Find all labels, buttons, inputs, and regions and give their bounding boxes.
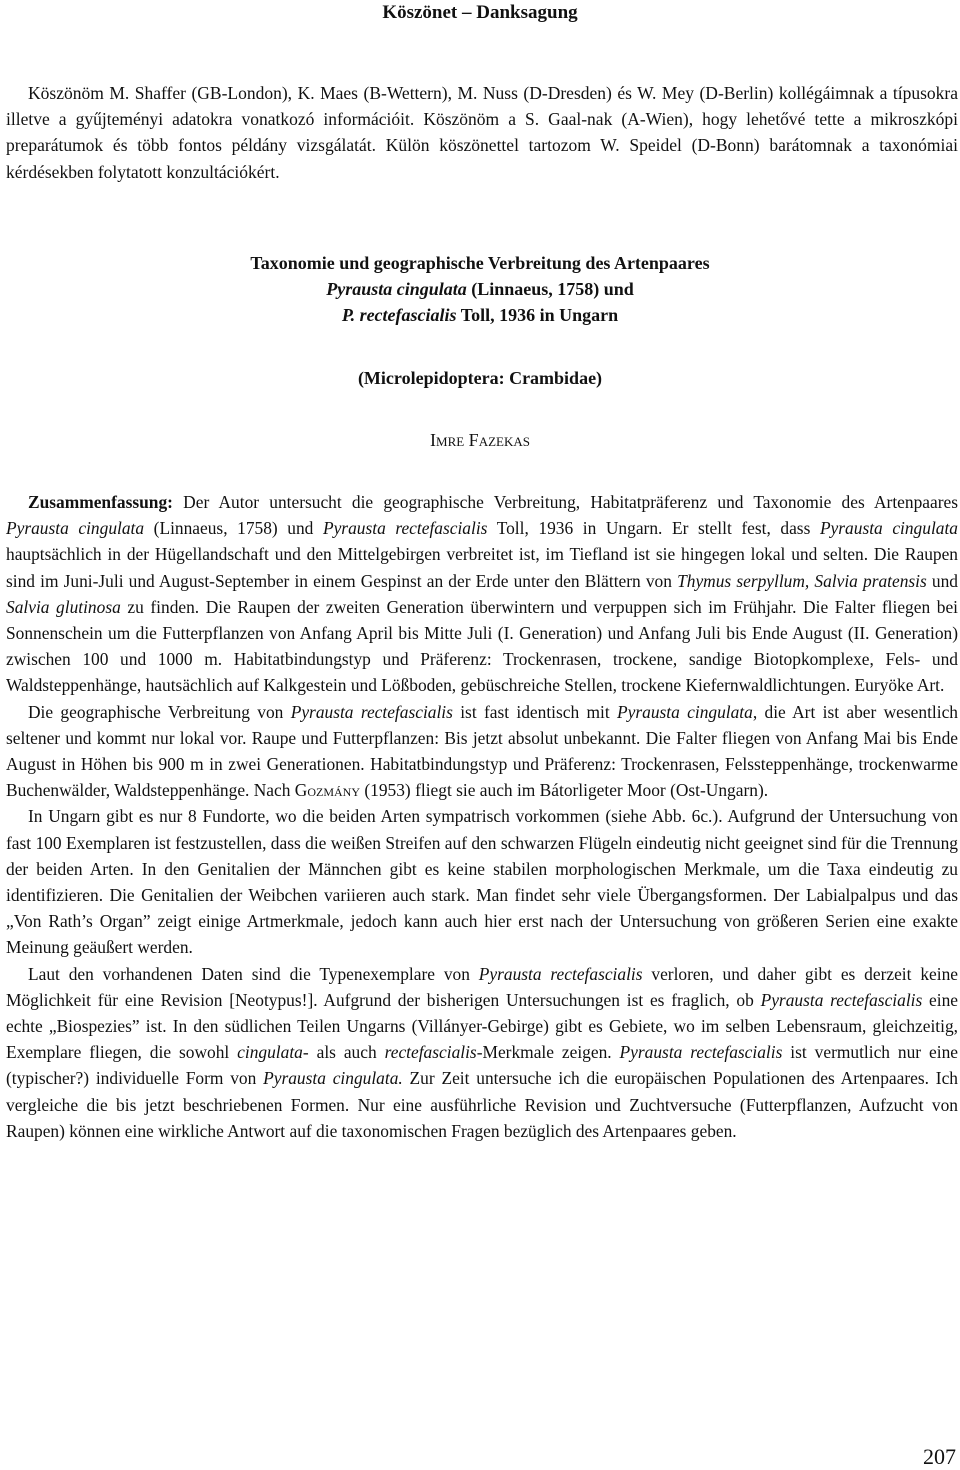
summary-body: [6, 489, 958, 1144]
summary-label: Zusammenfassung:: [28, 492, 173, 512]
acknowledgement-heading: Köszönet – Danksagung: [382, 2, 578, 23]
acknowledgement-paragraph: [6, 80, 958, 185]
text-run: und: [926, 570, 959, 591]
title-species-1: Pyrausta cingulata: [326, 279, 467, 299]
title-line-3-rest: Toll, 1936 in Ungarn: [456, 305, 619, 325]
title-line-2-rest: (Linnaeus, 1758) und: [466, 279, 634, 299]
acknowledgement-text: Köszönöm M. Shaffer (GB-London), K. Maes (B-Wettern), M. Nuss (D-Dresden) és W. Mey (D-Berlin) kollégáimnak a típusokra illetve a gyűjteményi adatokra vonatkozó információit. Köszönöm a S. Gaal-nak (A-Wien), hogy lehetővé tette a mikroszkópi preparátumok és több fontos példány vizsgálatát. Külön köszönettel tartozom W. Speidel (D-Bonn) barátomnak a taxonómiai kérdésekben folytatott konzultációkért.: [6, 83, 958, 182]
text-run: - als auch: [302, 1042, 385, 1063]
species-name: Pyrausta rectefascialis: [478, 963, 643, 984]
article-author: Imre Fazekas: [430, 430, 530, 450]
cited-author: Gozmány: [294, 780, 361, 801]
species-name: Pyrausta rectefascialis: [290, 701, 453, 722]
article-subtitle: (Microlepidoptera: Crambidae): [357, 368, 603, 388]
species-name: Salvia glutinosa: [6, 596, 121, 617]
species-name: rectefascialis: [384, 1042, 477, 1063]
title-line-1: Taxonomie und geographische Verbreitung des Artenpaares: [250, 253, 710, 273]
species-name: cingulata: [237, 1042, 303, 1063]
text-run: Zur Zeit untersuche ich die europäischen Populationen des Artenpaares. Ich vergleiche die bis jetzt beschriebenen Formen. Nur eine ausführliche Revision und Zuchtversuche (Futterpflanzen, Aufzucht von Raupen) können eine wirkliche Antwort auf die taxonomischen Fragen bezüglich des Artenpaares geben.: [6, 1068, 958, 1141]
species-name: Pyrausta rectefascialis: [760, 989, 923, 1010]
text-run: eine echte „Biospezies” ist. In den südlichen Teilen Ungarns (Villányer-Gebirge) gibt es Gebiete, wo im selben Lebensraum, gleichzeitig, Exemplare fliegen, die sowohl: [6, 989, 958, 1063]
species-name: Pyrausta cingulata: [819, 518, 959, 539]
text-run: (Linnaeus, 1758) und: [144, 518, 323, 539]
text-run: Die geographische Verbreitung von: [28, 701, 291, 722]
summary-paragraph-1: [6, 489, 958, 699]
text-run: -Merkmale zeigen.: [476, 1042, 620, 1063]
species-name: Pyrausta cingulata: [6, 518, 145, 539]
text-run: ist vermutlich nur eine (typischer?) individuelle Form von: [6, 1042, 958, 1089]
summary-paragraph-4: [6, 961, 958, 1144]
text-run: verloren, und daher gibt es derzeit keine Möglichkeit für eine Revision [Neotypus!]. Aufgrund der bisherigen Untersuchungen ist es fraglich, ob: [6, 963, 958, 1010]
text-run: hauptsächlich in der Hügellandschaft und den Mittelgebirgen verbreitet ist, im Tiefland ist sie hingegen lokal und selten. Die Raupen sind im Juni-Juli und August-September in einem Gespinst an der Erde unter den Blättern von: [6, 544, 958, 591]
species-name: Pyrausta rectefascialis: [322, 518, 488, 539]
summary-paragraph-3: In Ungarn gibt es nur 8 Fundorte, wo die beiden Arten sympatrisch vorkommen (siehe Abb. 6c.). Aufgrund der Untersuchung von fast 100 Exemplaren ist festzustellen, dass die weißen Streifen auf den schwarzen Flügeln eindeutig nicht geeignet sind für die Trennung der beiden Arten. In den Genitalien der Männchen gibt es keine stabilen morphologischen Merkmale, um die Taxa eindeutig zu identifizieren. Die Genitalien der Weibchen variieren auch stark. Man findet sehr viele Übergangsformen. Der Labialpalpus und das „Von Rath’s Organ” zeigt einige Artmerkmale, jedoch kann auch hier erst nach der Untersuchung von größeren Serien eine exakte Meinung geäußert werden.: [6, 806, 958, 958]
text-run: Laut den vorhandenen Daten sind die Typenexemplare von: [28, 963, 479, 984]
text-run: ist fast identisch mit: [452, 701, 618, 722]
title-line-3: [0, 302, 960, 328]
summary-paragraph-2: [6, 699, 958, 804]
text-run: Toll, 1936 in Ungarn. Er stellt fest, dass: [487, 518, 820, 539]
article-title: [0, 250, 960, 328]
species-name: Pyrausta cingulata: [617, 701, 753, 722]
text-run: , die Art ist aber wesentlich seltener und kommt nur lokal vor. Raupe und Futterpflanzen: Bis jetzt absolut unbekannt. Die Falter fliegen von Anfang Mai bis Ende August in Höhen bis 900 m in zwei Generationen. Habitatbindungstyp und Präferenz: Trockenrasen, Felssteppenhänge, trockenwarme Buchenwälder, Waldsteppenhänge. Nach: [6, 701, 958, 801]
title-species-2: P. rectefascialis: [341, 305, 457, 325]
species-name: Pyrausta rectefascialis: [619, 1042, 783, 1063]
text-run: (1953) fliegt sie auch im Bátorligeter Moor (Ost-Ungarn).: [360, 780, 769, 801]
text-run: Der Autor untersucht die geographische Verbreitung, Habitatpräferenz und Taxonomie des Artenpaares: [172, 492, 958, 512]
title-line-2: [0, 276, 960, 302]
species-name: Thymus serpyllum, Salvia pratensis: [677, 570, 927, 591]
species-name: Pyrausta cingulata.: [263, 1068, 403, 1089]
text-run: zu finden. Die Raupen der zweiten Generation überwintern und verpuppen sich im Frühjahr. Die Falter fliegen bei Sonnenschein um die Futterpflanzen von Anfang April bis Mitte Juli (I. Generation) und Anfang Juli bis Ende August (II. Generation) zwischen 100 und 1000 m. Habitatbindungstyp und Präferenz: Trockenrasen, trockene, sandige Biotopkomplexe, Fels- und Waldsteppenhänge, hautsächlich auf Kalkgestein und Lößboden, gebüschreiche Stellen, trockene Kiefernwaldlichtungen. Euryöke Art.: [6, 596, 958, 696]
page-number: 207: [923, 1444, 956, 1469]
